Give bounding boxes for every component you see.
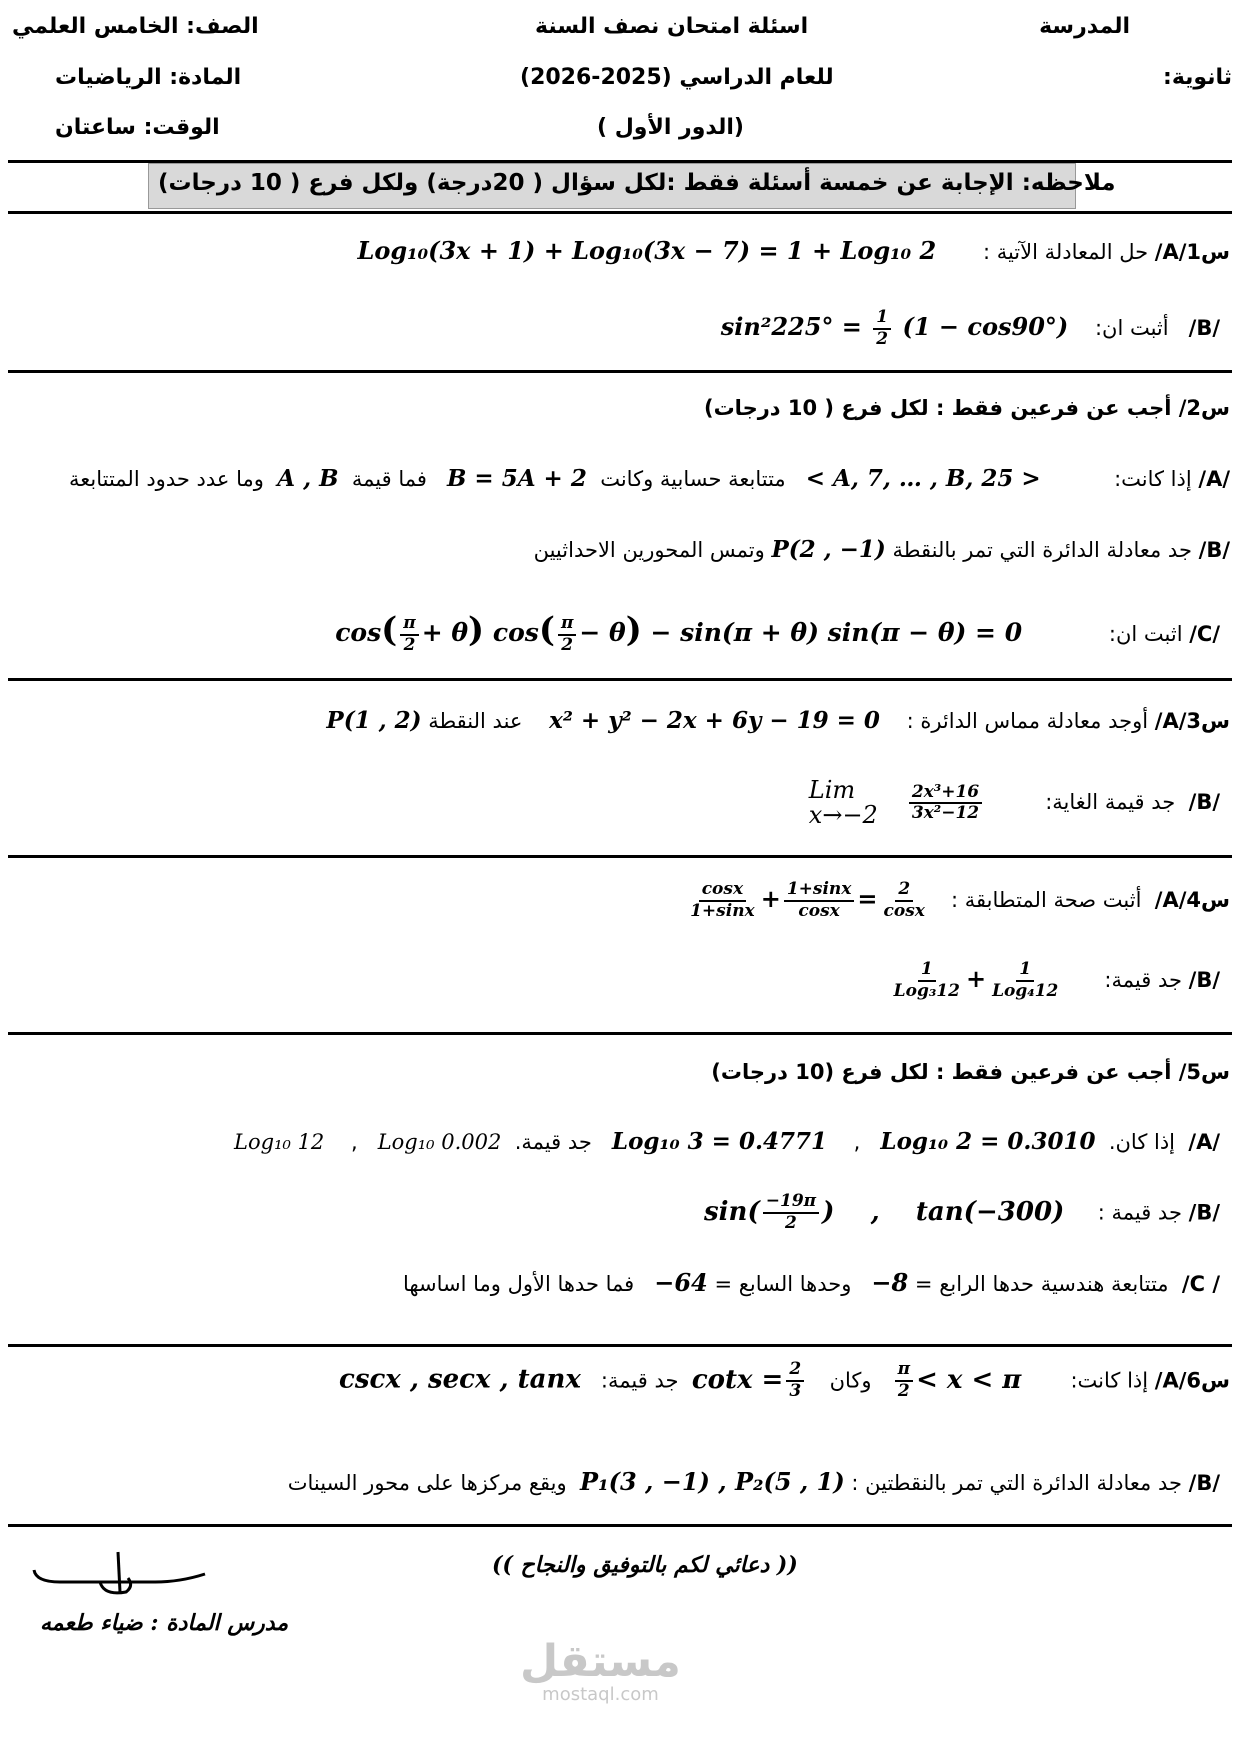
q1-identity	[720, 307, 1069, 349]
q5-tan: tan(−300)	[915, 1196, 1065, 1227]
q1-b-row	[721, 308, 1220, 349]
divider	[8, 1032, 1232, 1035]
q4-f1-den: 1+sinx	[690, 900, 755, 921]
q3-frac-den: 3x²−12	[911, 803, 980, 824]
q5-sin: sin(	[704, 1196, 760, 1227]
q2-vars: A , B	[277, 465, 339, 492]
q2-heading: س2/ أجب عن فرعين فقط : لكل فرع ( 10 درجات)	[703, 396, 1230, 420]
q5-heading: س5/ أجب عن فرعين فقط : لكل فرع (10 درجات)	[711, 1060, 1230, 1084]
q4-sum: $\frac{1}{\text{Log₃12}}$ + $\frac{1}{\text{Log₄12}}$	[888, 964, 1065, 993]
q4-a-text: أثبت صحة المتطابقة :	[950, 888, 1142, 913]
q2-c-text: اثبت ان:	[1108, 622, 1183, 646]
q3-a-row	[326, 707, 1230, 734]
q6-range	[892, 1359, 1031, 1401]
q5-fourth-term: −8	[871, 1268, 909, 1297]
q6-frac1-den: 2	[897, 1380, 910, 1401]
q5-b-text: جد قيمة :	[1097, 1200, 1182, 1225]
q6-cot-label: cotx =	[691, 1364, 784, 1395]
exam-note: ملاحظه: الإجابة عن خمسة أسئلة فقط :لكل سؤال ( 20درجة) ولكل فرع ( 10 درجات)	[158, 170, 1116, 196]
q3-circle-eq: x² + y² − 2x + 6y − 19 = 0	[549, 707, 880, 734]
q2-frac-num-2: π	[558, 614, 576, 636]
q1-a-label: س1/A/	[1154, 240, 1230, 264]
q4-identity: $\frac{\cos x}{1+\sin x}$ + $\frac{1+\sin x}{\cos x}$ = $\frac{2}{\cos x}$	[684, 884, 931, 913]
q3-b-label: /B/	[1188, 790, 1220, 815]
q6-frac2-num: 2	[786, 1360, 804, 1382]
q5-frac-num: −19π	[763, 1192, 819, 1214]
q6-range-rest: < x < π	[916, 1364, 1022, 1395]
q6-frac2-den: 3	[789, 1380, 802, 1401]
q1-equation: Log₁₀(3x + 1) + Log₁₀(3x − 7) = 1 + Log₁₀ 2	[357, 236, 937, 265]
q3-a-text2: عند النقطة	[428, 709, 523, 733]
q5-trig-values: sin( $\frac{-19\pi}{2}$ ) , tan(−300)	[704, 1191, 1065, 1233]
q6-frac1-num: π	[895, 1360, 913, 1382]
teacher-name: مدرس المادة : ضياء طعمه	[40, 1610, 289, 1636]
q4-a-label: س4/A/	[1154, 888, 1230, 913]
q4-f3-num: 2	[895, 880, 913, 902]
q6-b-label: /B/	[1188, 1471, 1220, 1495]
q5-a-label: /A/	[1188, 1130, 1220, 1154]
q2-frac-num-1: π	[400, 614, 418, 636]
time-label: الوقت: ساعتان	[55, 115, 220, 140]
q6-a-row	[339, 1360, 1230, 1401]
q1-b-label: /B/	[1188, 316, 1220, 341]
q5-seventh-term: −64	[654, 1268, 708, 1297]
q2-sequence: < A, 7, … , B, 25 >	[805, 465, 1041, 492]
q3-lim-word: Lim	[808, 776, 856, 804]
q2-frac-den-2: 2	[561, 634, 574, 655]
q1-a-text: حل المعادلة الآتية :	[982, 240, 1149, 264]
q5-c-text1: متتابعة هندسية حدها الرابع =	[914, 1272, 1169, 1296]
subject-label: المادة: الرياضيات	[55, 65, 242, 90]
q2-minus-theta: − θ	[579, 618, 626, 647]
watermark-logo: مستقل	[520, 1636, 681, 1687]
q3-frac-num: 2x³+16	[909, 783, 982, 805]
q2-a-text3: فما قيمة	[351, 467, 427, 491]
q2-b-row	[534, 536, 1230, 563]
q6-a-text3: جد قيمة:	[600, 1368, 679, 1393]
q2-b-label: /B/	[1198, 538, 1230, 562]
school-label: المدرسة	[1039, 14, 1130, 39]
q2-b-text1: جد معادلة الدائرة التي تمر بالنقطة	[892, 538, 1192, 562]
divider	[8, 211, 1232, 214]
q5-log3: Log₁₀ 3 = 0.4771	[611, 1128, 827, 1155]
exam-round: (الدور الأول )	[597, 115, 744, 140]
q3-b-row	[809, 778, 1220, 828]
q2-identity-tail: − sin(π + θ) sin(π − θ) = 0	[650, 618, 1023, 647]
q3-a-label: س3/A/	[1154, 709, 1230, 733]
q4-b-f2-num: 1	[1016, 960, 1034, 982]
q5-c-label: / C/	[1181, 1272, 1220, 1296]
q4-f2-den: cosx	[798, 900, 840, 921]
q1-b-text: أثبت ان:	[1094, 316, 1169, 341]
q5-c-row	[403, 1268, 1220, 1297]
q4-b-f1-den: Log₃12	[893, 980, 960, 1001]
watermark	[520, 1636, 681, 1705]
q2-frac-den-1: 2	[403, 634, 416, 655]
q2-a-row	[69, 465, 1230, 492]
q5-c-text3: فما حدها الأول وما اساسها	[402, 1272, 635, 1296]
q2-cos-1: cos	[335, 618, 382, 647]
q2-cos-2: cos	[492, 618, 539, 647]
q5-frac-den: 2	[785, 1212, 797, 1233]
q4-a-row	[684, 880, 1230, 921]
q1-frac-num: 1	[873, 308, 891, 330]
q6-cot	[691, 1359, 816, 1401]
q2-a-label: /A/	[1198, 467, 1230, 491]
q5-log2: Log₁₀ 2 = 0.3010	[880, 1128, 1096, 1155]
divider	[8, 1524, 1232, 1527]
signature	[30, 1548, 220, 1608]
q4-f2-num: 1+sinx	[784, 880, 855, 902]
q6-points: P₁(3 , −1) , P₂(5 , 1)	[580, 1467, 845, 1496]
q2-a-text2: متتابعة حسابية وكانت	[600, 467, 786, 491]
q1-identity-right: (1 − cos90°)	[902, 312, 1069, 342]
divider	[8, 1344, 1232, 1347]
q1-identity-left: sin²225° =	[720, 312, 862, 342]
q3-limit	[808, 776, 985, 830]
q6-b-text2: ويقع مركزها على محور السينات	[287, 1471, 567, 1495]
q5-a-row: /A/ إذا كان. Log₁₀ 2 = 0.3010 , Log₁₀ 3 = 0.4771 جد قيمة. Log₁₀ 0.002 , Log₁₀ 12	[234, 1128, 1220, 1155]
q3-b-text: جد قيمة الغاية:	[1045, 790, 1176, 815]
q3-lim-sub: x→−2	[808, 801, 878, 830]
q2-b-text2: وتمس المحورين الاحداثيين	[533, 538, 765, 562]
q3-a-text1: أوجد معادلة مماس الدائرة :	[906, 709, 1149, 733]
q6-a-text1: إذا كانت:	[1070, 1368, 1149, 1393]
q4-f1-num: cosx	[699, 880, 746, 902]
q2-c-label: /C/	[1189, 622, 1220, 646]
exam-title: اسئلة امتحان نصف السنة	[535, 14, 809, 39]
q5-c-text2: وحدها السابع =	[714, 1272, 852, 1296]
watermark-url: mostaql.com	[542, 1684, 659, 1705]
divider	[8, 678, 1232, 681]
class-label: الصف: الخامس العلمي	[12, 14, 259, 39]
q4-b-text: جد قيمة:	[1104, 968, 1182, 993]
q2-identity: cos( $\frac{\pi}{2}$ + θ) cos( $\frac{\pi}{2}$ − θ) − sin(π + θ) sin(π − θ) = 0	[335, 610, 1023, 655]
q2-a-text4: وما عدد حدود المتتابعة	[68, 467, 264, 491]
divider	[8, 370, 1232, 373]
q6-b-row	[288, 1467, 1220, 1496]
q2-point: P(2 , −1)	[771, 536, 886, 563]
q2-c-row	[335, 610, 1220, 655]
q3-point: P(1 , 2)	[326, 707, 422, 734]
q5-log12: Log₁₀ 12	[234, 1130, 325, 1154]
q1-a-row	[357, 236, 1230, 265]
q4-b-f2-den: Log₄12	[992, 980, 1059, 1001]
q4-b-row	[888, 960, 1220, 1001]
divider	[8, 855, 1232, 858]
q2-a-text1: إذا كانت:	[1114, 467, 1192, 491]
q5-a-text2: جد قيمة.	[514, 1130, 592, 1154]
q2-plus-theta: + θ	[421, 618, 469, 647]
q6-b-text1: جد معادلة الدائرة التي تمر بالنقطتين :	[851, 1471, 1182, 1495]
academic-year: للعام الدراسي (2025-2026)	[520, 65, 834, 90]
q2-relation: B = 5A + 2	[446, 465, 587, 492]
q5-b-row	[704, 1192, 1220, 1233]
q6-a-label: س6/A/	[1154, 1368, 1230, 1393]
q5-a-text1: إذا كان.	[1108, 1130, 1176, 1154]
q4-f3-den: cosx	[883, 900, 925, 921]
footer-wish: (( دعائي لكم بالتوفيق والنجاح ))	[492, 1552, 798, 1578]
q5-log0002: Log₁₀ 0.002	[377, 1130, 502, 1154]
q4-b-label: /B/	[1188, 968, 1220, 993]
secondary-label: ثانوية:	[1163, 65, 1232, 90]
q6-functions: cscx , secx , tanx	[339, 1364, 581, 1395]
q4-b-f1-num: 1	[918, 960, 936, 982]
q5-b-label: /B/	[1188, 1200, 1220, 1225]
q6-a-text2: وكان	[829, 1368, 872, 1393]
q1-frac-den: 2	[876, 328, 889, 349]
